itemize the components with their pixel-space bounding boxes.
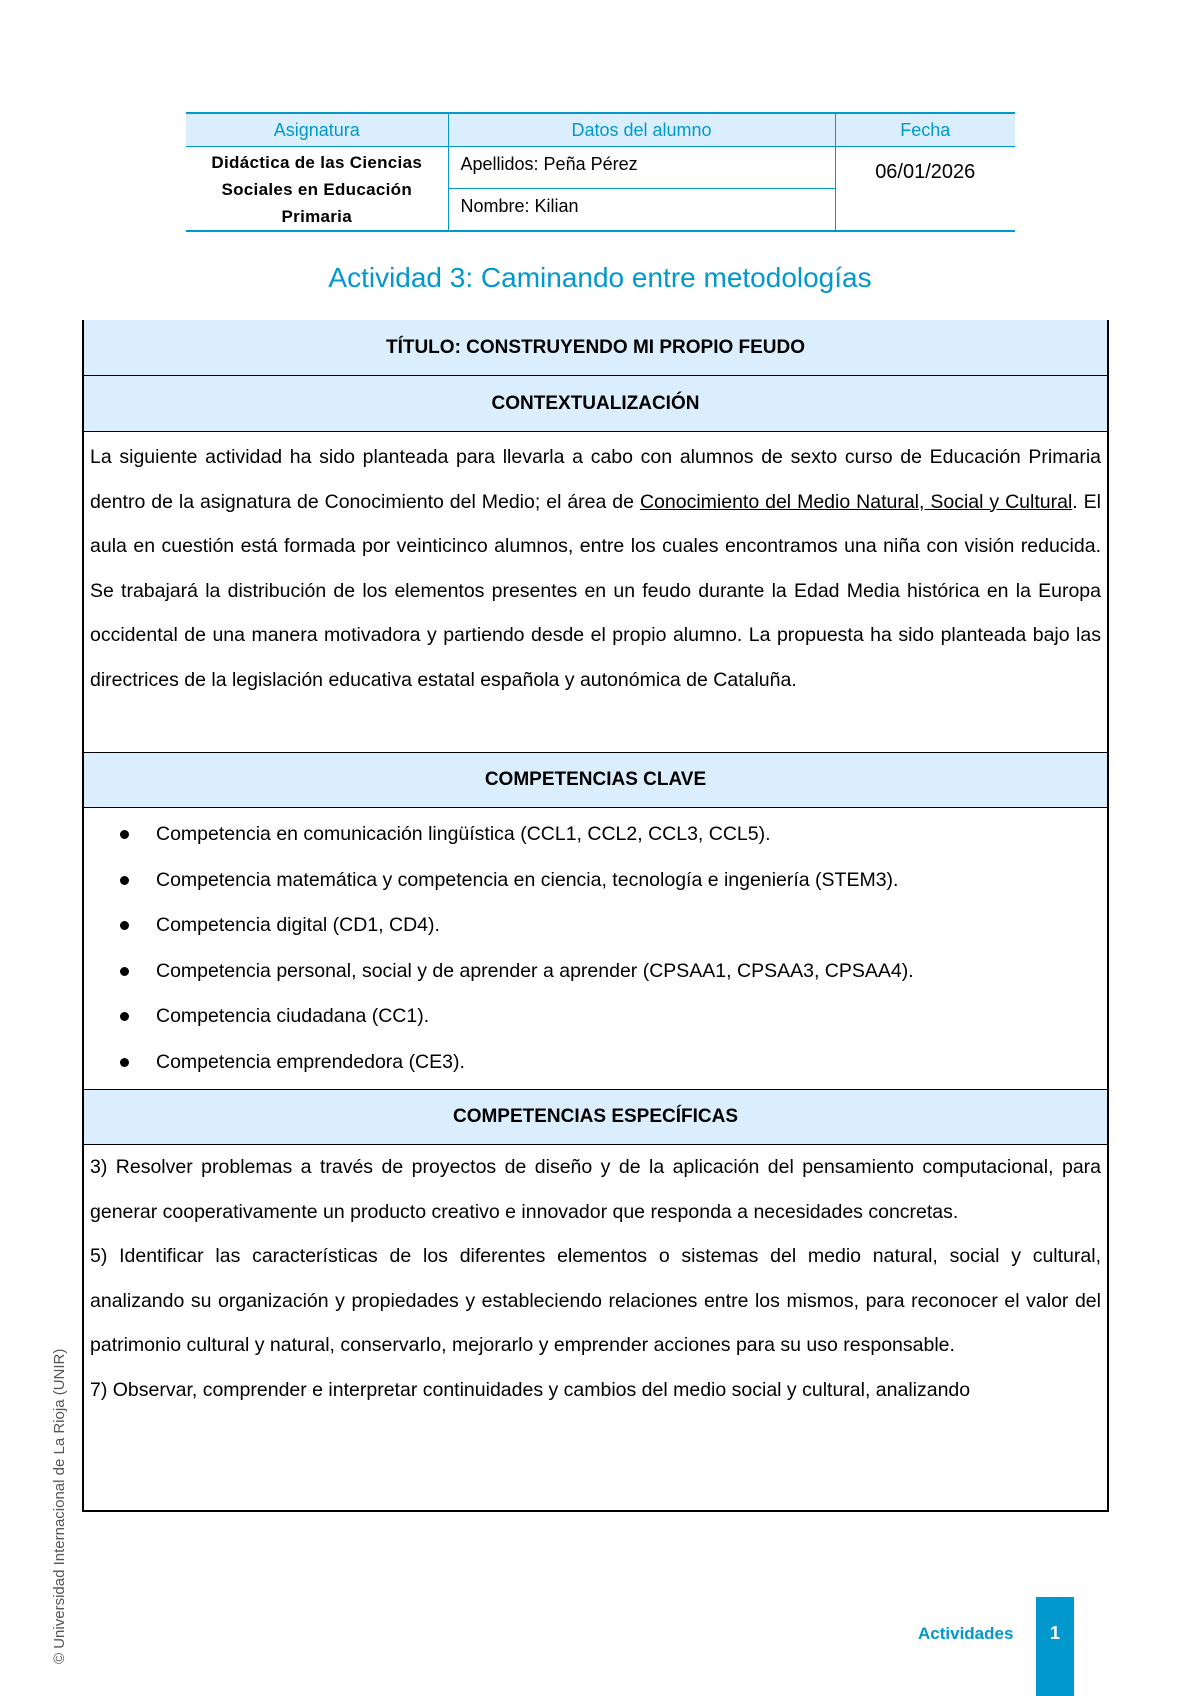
specific-competences-heading: COMPETENCIAS ESPECÍFICAS bbox=[84, 1089, 1107, 1145]
key-competences-heading: COMPETENCIAS CLAVE bbox=[84, 752, 1107, 808]
date-field: 06/01/2026 bbox=[835, 147, 1015, 232]
list-item: Competencia en comunicación lingüística (CCL1, CCL2, CCL3, CCL5). bbox=[120, 812, 1107, 858]
list-item: Competencia personal, social y de aprender a aprender (CPSAA1, CPSAA3, CPSAA4). bbox=[120, 949, 1107, 995]
bullet-icon bbox=[120, 876, 129, 885]
name-field: Nombre: Kilian bbox=[448, 188, 835, 231]
context-text: La siguiente actividad ha sido planteada para llevarla a cabo con alumnos de sexto curso de Educación Primaria dentro de la asignatura de Conocimiento del Medio; el área de bbox=[90, 446, 1101, 513]
subject-line: Sociales en Educación bbox=[221, 180, 413, 199]
context-text: . El aula en cuestión está formada por veinticinco alumnos, entre los cuales encontramos una niña con visión reducida. Se trabajará la distribución de los elementos presentes en un feudo durante la Edad Media histórica en la Europa occidental de una manera motivadora y partiendo desde el propio alumno. La propuesta ha sido planteada bajo las directrices de la legislación educativa estatal española y autonómica de Cataluña. bbox=[90, 490, 1101, 691]
footer-label: Actividades bbox=[918, 1624, 1014, 1643]
bullet-icon bbox=[120, 967, 129, 976]
specific-competence-item: 7) Observar, comprender e interpretar continuidades y cambios del medio social y cultural, analizando bbox=[90, 1378, 971, 1401]
header-col-student: Datos del alumno bbox=[448, 113, 835, 147]
key-competences-list bbox=[84, 808, 1107, 1089]
activity-content-table bbox=[82, 320, 1109, 1512]
list-item: Competencia matemática y competencia en ciencia, tecnología e ingeniería (STEM3). bbox=[120, 858, 1107, 904]
area-underlined-text: Conocimiento del Medio Natural, Social y Cultural bbox=[639, 490, 1073, 513]
specific-competence-item: 3) Resolver problemas a través de proyectos de diseño y de la aplicación del pensamiento computacional, para generar cooperativamente un producto creativo e innovador que responda a necesidades concretas. bbox=[90, 1156, 1101, 1223]
header-col-date: Fecha bbox=[835, 113, 1015, 147]
subject-cell bbox=[186, 147, 448, 232]
specific-competence-item: 5) Identificar las características de los diferentes elementos o sistemas del medio natural, social y cultural, analizando su organización y propiedades y estableciendo relaciones entre los mismos, para reconocer el valor del patrimonio cultural y natural, conservarlo, mejorarlo y emprender acciones para su uso responsable. bbox=[90, 1245, 1101, 1356]
surname-field: Apellidos: Peña Pérez bbox=[448, 147, 835, 189]
context-heading: CONTEXTUALIZACIÓN bbox=[84, 376, 1107, 432]
list-item: Competencia digital (CD1, CD4). bbox=[120, 903, 1107, 949]
page-number: 1 bbox=[1036, 1597, 1074, 1696]
header-col-subject: Asignatura bbox=[186, 113, 448, 147]
list-item: Competencia ciudadana (CC1). bbox=[120, 994, 1107, 1040]
bullet-icon bbox=[120, 830, 129, 839]
copyright-text: © Universidad Internacional de La Rioja (UNIR) bbox=[51, 1348, 68, 1664]
context-paragraph bbox=[84, 432, 1107, 752]
bullet-icon bbox=[120, 921, 129, 930]
subject-line: Primaria bbox=[281, 207, 352, 226]
subject-line: Didáctica de las Ciencias bbox=[211, 153, 423, 172]
header-table bbox=[186, 112, 1015, 232]
activity-title: Actividad 3: Caminando entre metodologías bbox=[328, 262, 872, 293]
list-item: Competencia emprendedora (CE3). bbox=[120, 1040, 1107, 1086]
title-band: TÍTULO: CONSTRUYENDO MI PROPIO FEUDO bbox=[84, 320, 1107, 376]
bullet-icon bbox=[120, 1012, 129, 1021]
bullet-icon bbox=[120, 1058, 129, 1067]
